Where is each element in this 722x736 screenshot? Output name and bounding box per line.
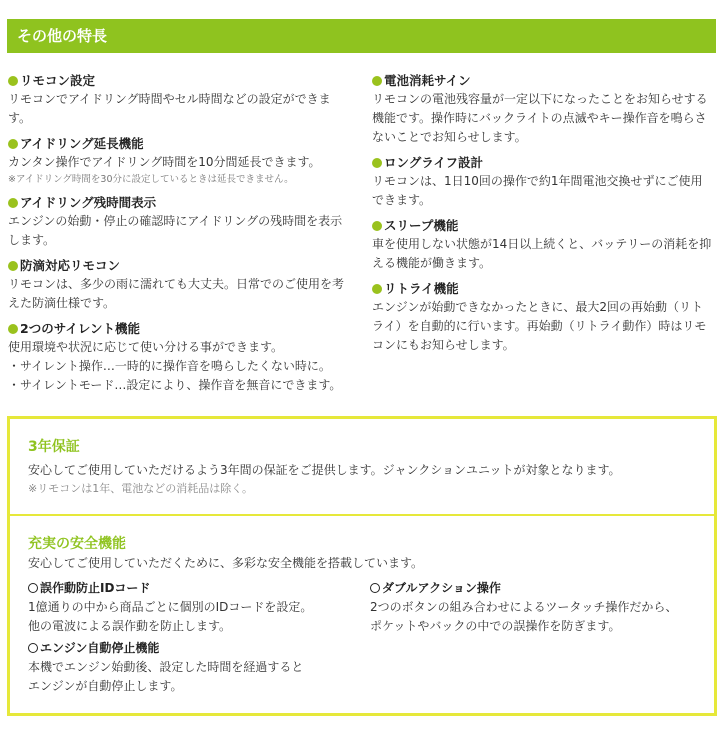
feature-desc-line: ・サイレント操作…一時的に操作音を鳴らしたくない時に。	[8, 359, 331, 373]
safety-item-line: 本機でエンジン始動後、設定した時間を経過すると	[28, 660, 304, 674]
safety-item-title: 誤作動防止IDコード	[40, 581, 151, 595]
feature-desc-line: ないことでお知らせします。	[372, 130, 527, 144]
feature-desc-line: リモコンでアイドリング時間やセル時間などの設定ができま	[8, 92, 331, 106]
feature-idling-remaining	[8, 194, 353, 250]
bullet-dot-icon	[372, 158, 382, 168]
safety-item-line: 1億通りの中から商品ごとに個別のIDコードを設定。	[28, 600, 313, 614]
safety-section	[28, 535, 698, 707]
feature-desc-line: ・サイレントモード…設定により、操作音を無音にできます。	[8, 378, 342, 392]
warranty-section	[28, 438, 698, 498]
feature-title: スリープ機能	[384, 218, 459, 233]
feature-desc-line: える機能が働きます。	[372, 256, 492, 270]
feature-desc-line: コンにもお知らせします。	[372, 338, 515, 352]
feature-title: リトライ機能	[384, 281, 459, 296]
feature-desc-line: エンジンの始動・停止の確認時にアイドリングの残時間を表示	[8, 214, 343, 228]
bullet-dot-icon	[8, 139, 18, 149]
feature-desc-line: カンタン操作でアイドリング時間を10分間延長できます。	[8, 155, 321, 169]
feature-desc-line: します。	[8, 233, 56, 247]
bullet-dot-icon	[372, 284, 382, 294]
warranty-text: 安心してご使用していただけるよう3年間の保証をご提供します。ジャンクションユニットが対象となります。	[28, 463, 621, 477]
feature-title: ロングライフ設計	[384, 155, 484, 170]
safety-item-title: エンジン自動停止機能	[40, 641, 160, 655]
safety-item-line: 2つのボタンの組み合わせによるツータッチ操作だから、	[370, 600, 678, 614]
feature-desc-line: ライ）を自動的に行います。再始動（リトライ動作）時はリモ	[372, 319, 707, 333]
feature-battery-sign	[372, 72, 717, 147]
feature-desc-line: 機能です。操作時にバックライトの点滅やキー操作音を鳴らさ	[372, 111, 707, 125]
section-header-title: その他の特長	[17, 27, 108, 45]
feature-desc-line: リモコンは、多少の雨に濡れても大丈夫。日常でのご使用を考	[8, 277, 345, 291]
bullet-dot-icon	[8, 198, 18, 208]
safety-item-id-code	[28, 579, 358, 636]
feature-desc-line: エンジンが始動できなかったときに、最大2回の再始動（リト	[372, 300, 704, 314]
feature-title: アイドリング延長機能	[20, 136, 144, 151]
circle-bullet-icon	[370, 583, 380, 593]
feature-title: リモコン設定	[20, 73, 96, 88]
warranty-title: 3年保証	[28, 439, 80, 455]
feature-title: 電池消耗サイン	[384, 73, 471, 88]
feature-drip-proof-remote	[8, 257, 353, 313]
feature-desc-line: 車を使用しない状態が14日以上続くと、バッテリーの消耗を抑	[372, 237, 712, 251]
feature-desc-line: す。	[8, 111, 32, 125]
feature-long-life	[372, 154, 717, 210]
features-right-column	[372, 72, 717, 362]
safety-item-title: ダブルアクション操作	[382, 581, 501, 595]
circle-bullet-icon	[28, 583, 38, 593]
safety-item-line: エンジンが自動停止します。	[28, 679, 183, 693]
bullet-dot-icon	[8, 76, 18, 86]
safety-item-double-action	[370, 579, 700, 636]
feature-remote-settings	[8, 72, 353, 128]
feature-idling-extension	[8, 135, 353, 187]
feature-title: アイドリング残時間表示	[20, 195, 157, 210]
safety-title: 充実の安全機能	[28, 536, 126, 552]
bullet-dot-icon	[8, 261, 18, 271]
bullet-dot-icon	[8, 324, 18, 334]
feature-title: 2つのサイレント機能	[20, 321, 141, 336]
feature-desc-line: えた防滴仕様です。	[8, 296, 116, 310]
feature-desc-line: できます。	[372, 193, 432, 207]
feature-silent-functions	[8, 320, 353, 395]
bullet-dot-icon	[372, 76, 382, 86]
feature-desc-line: リモコンは、1日10回の操作で約1年間電池交換せずにご使用	[372, 174, 703, 188]
box-divider	[10, 514, 714, 516]
safety-item-auto-stop	[28, 639, 358, 696]
warranty-safety-box	[7, 416, 717, 716]
safety-items	[28, 577, 698, 707]
warranty-note: ※リモコンは1年、電池などの消耗品は除く。	[28, 482, 253, 495]
safety-intro: 安心してご使用していただくために、多彩な安全機能を搭載しています。	[28, 556, 424, 570]
bullet-dot-icon	[372, 221, 382, 231]
section-header	[7, 19, 716, 53]
features-left-column	[8, 72, 353, 402]
feature-desc-line: 使用環境や状況に応じて使い分ける事ができます。	[8, 340, 284, 354]
feature-desc-line: リモコンの電池残容量が一定以下になったことをお知らせする	[372, 92, 708, 106]
safety-item-line: ポケットやバックの中での誤操作を防ぎます。	[370, 619, 621, 633]
feature-retry	[372, 280, 717, 355]
feature-note: ※アイドリング時間を30分に設定しているときは延長できません。	[8, 174, 294, 185]
feature-sleep	[372, 217, 717, 273]
safety-item-line: 他の電波による誤作動を防止します。	[28, 619, 232, 633]
feature-title: 防滴対応リモコン	[20, 258, 121, 273]
circle-bullet-icon	[28, 643, 38, 653]
